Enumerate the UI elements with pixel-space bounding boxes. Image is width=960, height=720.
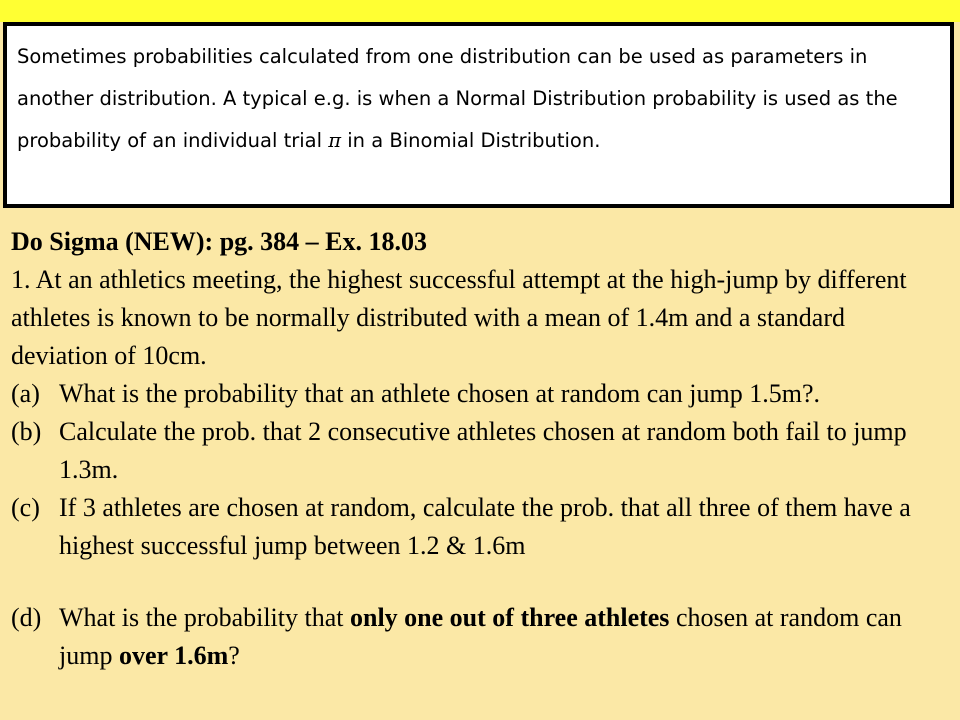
intro-text-part1: Sometimes probabilities calculated from one distribution can be used as parameters in another distribution. A typical e.g. is when a Normal Distribution probability is used as the probability of an individual trial bbox=[17, 45, 898, 152]
part-label: (b) bbox=[11, 417, 42, 446]
part-text: Calculate the prob. that 2 consecutive athletes chosen at random both fail to jump 1.3m. bbox=[59, 417, 907, 484]
part-text: What is the probability that an athlete chosen at random can jump 1.5m?. bbox=[59, 379, 820, 408]
pi-symbol: π bbox=[328, 129, 342, 152]
question-part-a bbox=[11, 375, 946, 413]
part-label: (c) bbox=[11, 493, 40, 522]
part-label: (a) bbox=[11, 379, 40, 408]
question-part-b bbox=[11, 413, 946, 489]
question-part-c bbox=[11, 489, 946, 565]
intro-text-part2: in a Binomial Distribution. bbox=[341, 129, 601, 152]
part-d-text-2: chosen at random can jump bbox=[59, 603, 902, 670]
question-intro: 1. At an athletics meeting, the highest successful attempt at the high-jump by different athletes is known to be normally distributed with a mean of 1.4m and a standard deviation of 10cm. bbox=[11, 265, 907, 370]
part-text: If 3 athletes are chosen at random, calculate the prob. that all three of them have a highest successful jump between 1.2 & 1.6m bbox=[59, 493, 911, 560]
exercise-heading: Do Sigma (NEW): pg. 384 – Ex. 18.03 bbox=[11, 227, 428, 256]
question-part-d bbox=[11, 599, 946, 675]
part-text bbox=[59, 599, 946, 675]
part-d-bold-1: only one out of three athletes bbox=[350, 603, 670, 632]
intro-text-box bbox=[3, 22, 954, 208]
part-d-bold-2: over 1.6m bbox=[118, 641, 229, 670]
part-label: (d) bbox=[11, 603, 42, 632]
intro-paragraph bbox=[17, 36, 944, 162]
exercise-content bbox=[11, 223, 946, 675]
part-d-text-1: What is the probability that bbox=[59, 603, 350, 632]
part-d-text-3: ? bbox=[228, 641, 240, 670]
top-color-band bbox=[0, 0, 960, 22]
